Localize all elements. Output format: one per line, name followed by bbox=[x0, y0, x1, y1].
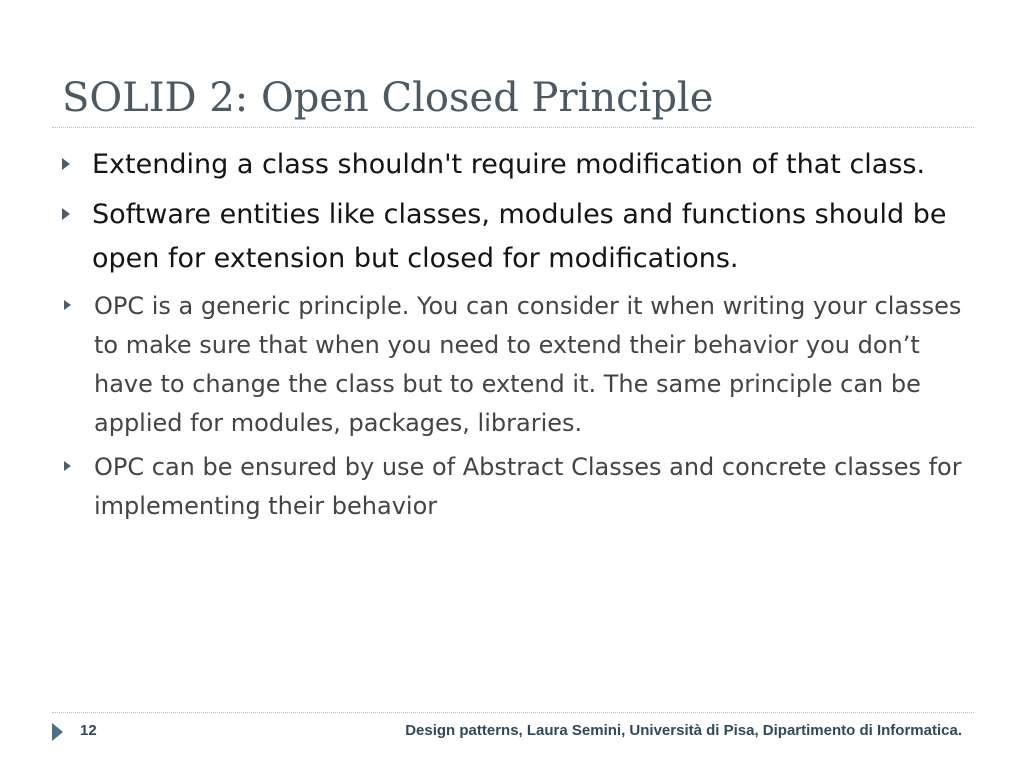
bullet-triangle-icon bbox=[62, 208, 70, 220]
sub-bullet-triangle-icon bbox=[64, 461, 71, 471]
footer-credit: Design patterns, Laura Semini, Università di Pisa, Dipartimento di Informatica. bbox=[405, 722, 962, 739]
bullet-triangle-icon bbox=[62, 158, 70, 170]
bullet-text: Extending a class shouldn't require modification of that class. bbox=[92, 149, 926, 180]
slide-content bbox=[62, 143, 962, 531]
page-number: 12 bbox=[80, 722, 97, 739]
bullet-item bbox=[62, 143, 962, 187]
footer-divider bbox=[52, 712, 974, 713]
bullet-text: Software entities like classes, modules and functions should be open for extension but closed for modifications. bbox=[92, 199, 947, 274]
sub-bullet-item bbox=[62, 287, 962, 443]
sub-bullet-text: OPC is a generic principle. You can consider it when writing your classes to make sure that when you need to extend their behavior you don’t have to change the class but to extend it. The same principle can be applied for modules, packages, libraries. bbox=[94, 292, 962, 437]
sub-bullet-item bbox=[62, 448, 962, 526]
sub-bullet-triangle-icon bbox=[64, 300, 71, 310]
footer-triangle-icon bbox=[52, 723, 63, 741]
bullet-item bbox=[62, 193, 962, 281]
slide-title: SOLID 2: Open Closed Principle bbox=[62, 75, 714, 121]
title-divider bbox=[52, 127, 974, 128]
sub-bullet-list bbox=[62, 287, 962, 526]
sub-bullet-text: OPC can be ensured by use of Abstract Classes and concrete classes for implementing their behavior bbox=[94, 453, 962, 520]
